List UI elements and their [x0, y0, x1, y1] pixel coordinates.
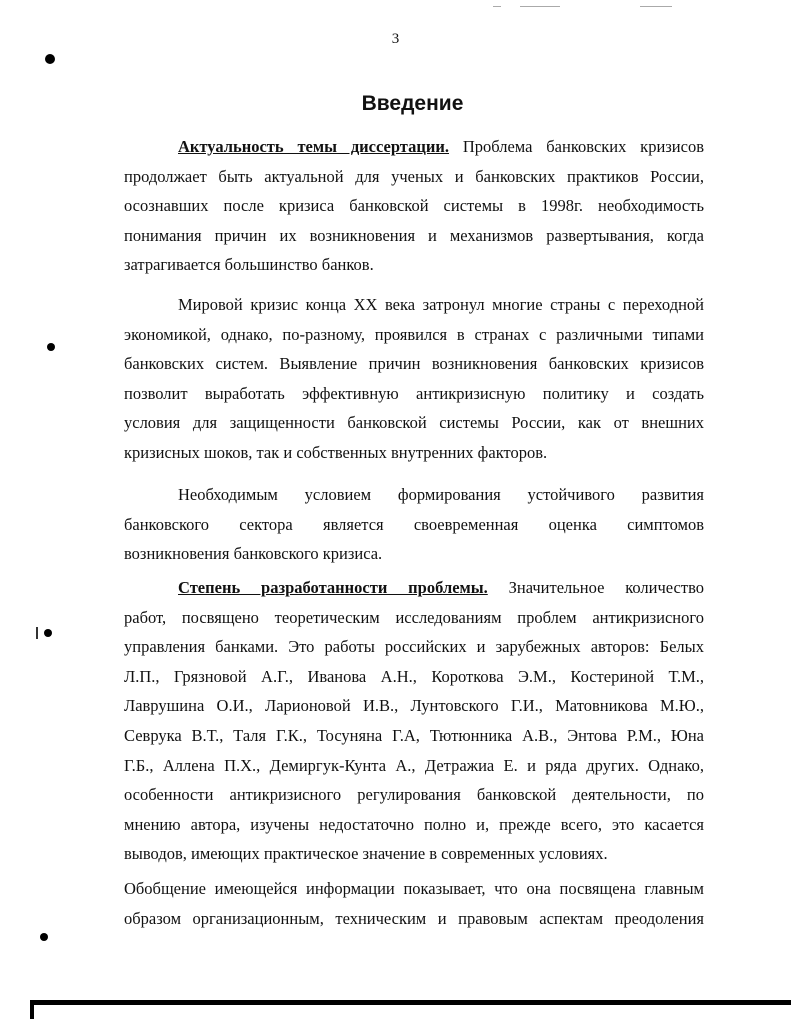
binder-hole-icon	[44, 629, 52, 637]
paragraph-line: Обобщение имеющейся информации показывает, что она посвящена главным	[124, 879, 704, 898]
paragraph-relevance	[124, 132, 704, 280]
paragraph-line: работ, посвящено теоретическим исследованиям проблем антикризисного	[124, 607, 704, 627]
topic-lead: Актуальность темы диссертации.	[178, 137, 450, 156]
binder-hole-icon	[40, 933, 48, 941]
paragraph-line: экономикой, однако, по-разному, проявился в странах с различными типами	[124, 324, 704, 344]
paragraph-line: образом организационным, техническим и правовым аспектам преодоления	[124, 908, 704, 928]
page-bottom-border-corner	[30, 1000, 34, 1019]
paragraph-line: продолжает быть актуальной для ученых и банковских практиков России,	[124, 166, 704, 186]
paragraph-line: Степень разработанности проблемы. Значительное количество	[178, 578, 704, 597]
scan-mark	[36, 627, 38, 639]
paragraph-line: Севрука В.Т., Таля Г.К., Тосуняна Г.А, Тютюнника А.В., Энтова Р.М., Юна	[124, 725, 704, 745]
paragraph-line: банковских систем. Выявление причин возникновения банковских кризисов	[124, 354, 704, 374]
topic-lead: Степень разработанности проблемы.	[178, 578, 488, 597]
paragraph-line: кризисных шоков, так и собственных внутренних факторов.	[124, 442, 548, 462]
paragraph-condition	[124, 480, 704, 569]
paragraph-summary	[124, 874, 704, 933]
paragraph-line: Л.П., Грязновой А.Г., Иванова А.Н., Короткова Э.М., Костериной Т.М.,	[124, 666, 704, 686]
binder-hole-icon	[45, 54, 55, 64]
paragraph-line: понимания причин их возникновения и механизмов развертывания, когда	[124, 225, 704, 245]
paragraph-research-degree	[124, 573, 704, 869]
paragraph-world-crisis	[124, 290, 704, 468]
section-heading: Введение	[361, 92, 464, 115]
paragraph-line: мнению автора, изучены недостаточно полно и, прежде всего, это касается	[124, 814, 704, 834]
paragraph-line: Г.Б., Аллена П.Х., Демиргук-Кунта А., Детражиа Е. и ряда других. Однако,	[124, 755, 704, 775]
paragraph-line: особенности антикризисного регулирования банковской деятельности, по	[124, 785, 704, 805]
paragraph-line: банковского сектора является своевременная оценка симптомов	[124, 514, 704, 534]
scan-artifact	[640, 6, 672, 7]
paragraph-line: Необходимым условием формирования устойчивого развития	[178, 485, 704, 504]
paragraph-line: управления банками. Это работы российских и зарубежных авторов: Белых	[124, 637, 704, 657]
page-bottom-border	[30, 1000, 791, 1005]
binder-hole-icon	[47, 343, 55, 351]
scan-artifact	[520, 6, 560, 7]
paragraph-line: позволит выработать эффективную антикризисную политику и создать	[124, 383, 704, 403]
paragraph-line: затрагивается большинство банков.	[124, 255, 374, 275]
page-number: 3	[391, 31, 400, 47]
paragraph-line: Лаврушина О.И., Ларионовой И.В., Лунтовского Г.И., Матовникова М.Ю.,	[124, 696, 704, 716]
paragraph-line: условия для защищенности банковской системы России, как от внешних	[124, 413, 704, 433]
scan-artifact	[493, 6, 501, 7]
paragraph-line: осознавших после кризиса банковской системы в 1998г. необходимость	[124, 196, 704, 216]
paragraph-line: Мировой кризис конца XX века затронул многие страны с переходной	[178, 295, 704, 314]
paragraph-line: выводов, имеющих практическое значение в современных условиях.	[124, 844, 608, 864]
paragraph-line: возникновения банковского кризиса.	[124, 544, 383, 564]
paragraph-line: Актуальность темы диссертации. Проблема банковских кризисов	[178, 137, 704, 156]
